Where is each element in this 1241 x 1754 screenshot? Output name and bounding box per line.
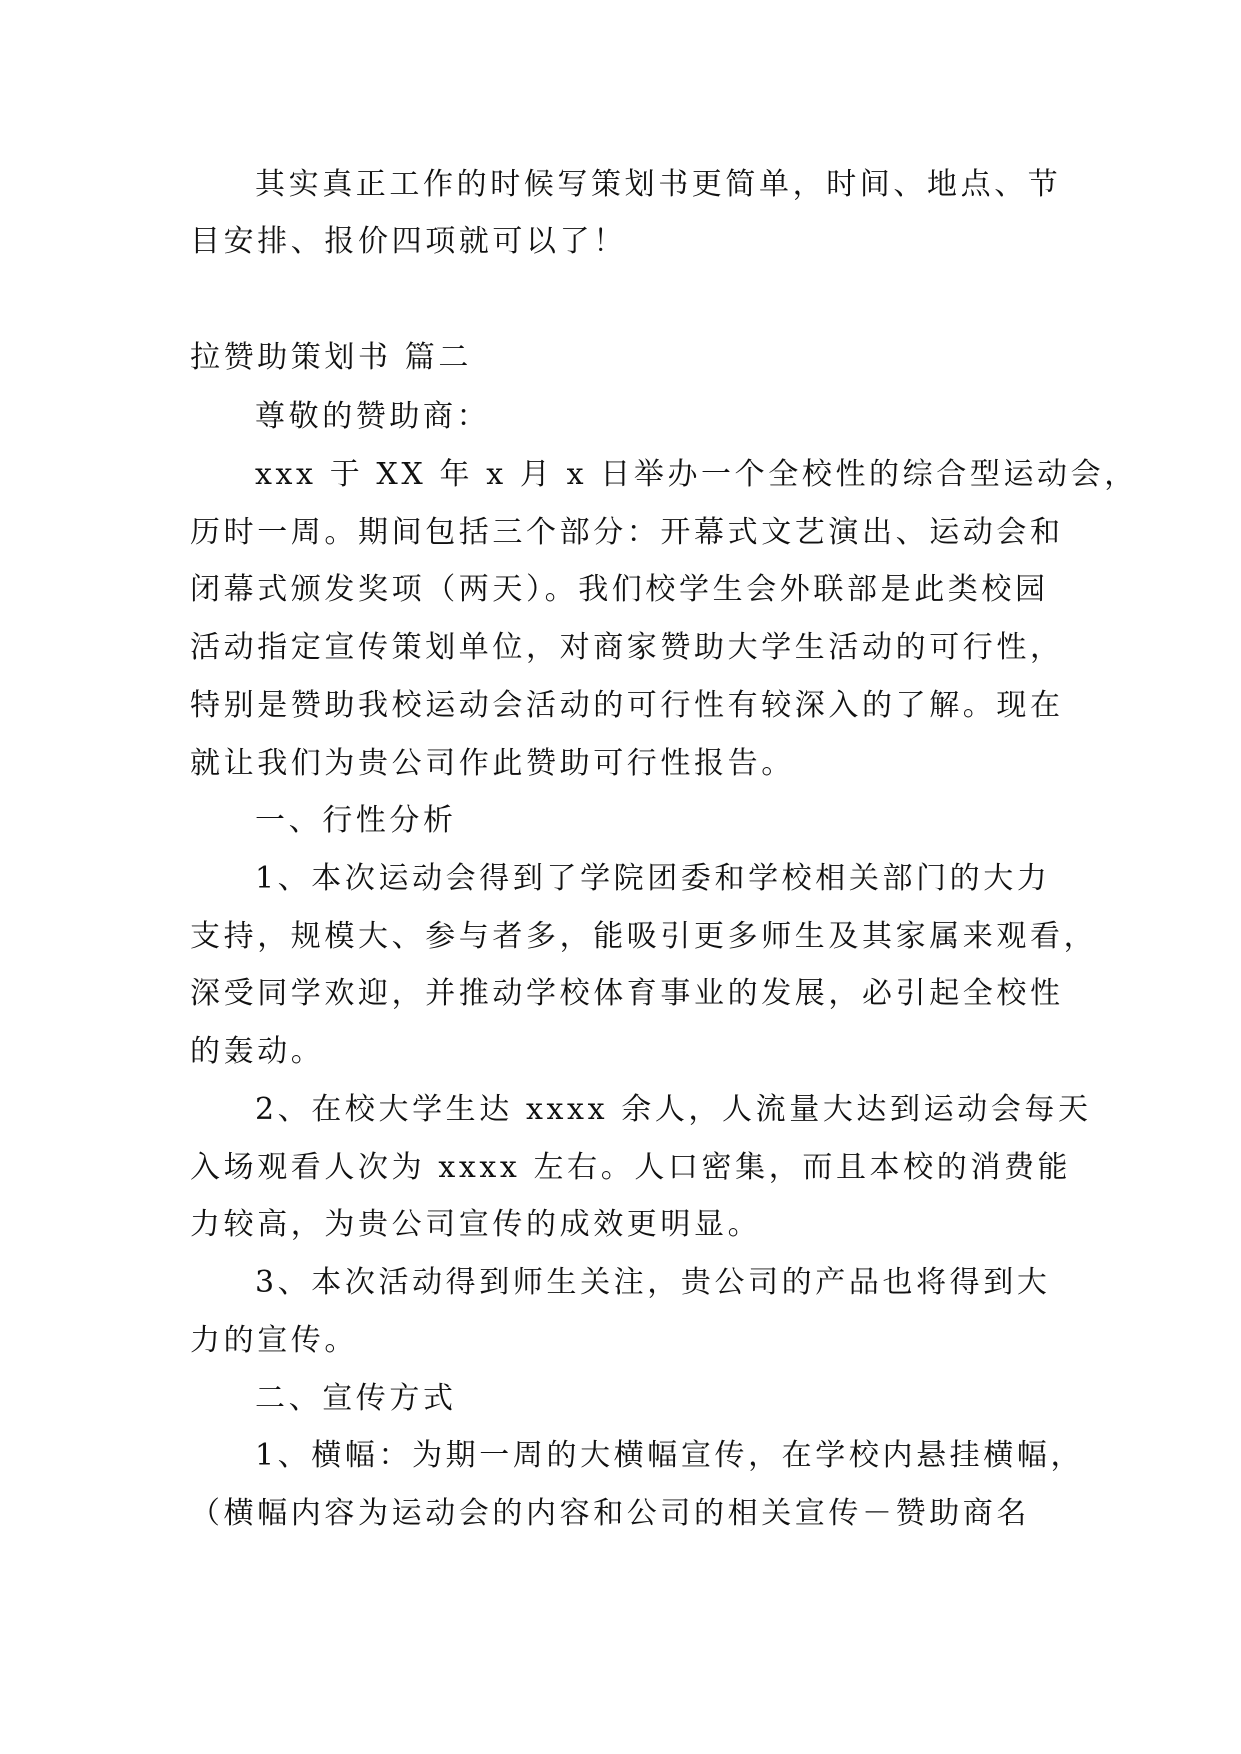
paragraph-line: 就让我们为贵公司作此赞助可行性报告。 (190, 746, 795, 781)
section-heading: 拉赞助策划书 篇二 (190, 340, 472, 375)
paragraph-line: 特别是赞助我校运动会活动的可行性有较深入的了解。现在 (190, 688, 1064, 723)
paragraph-line: 其实真正工作的时候写策划书更简单，时间、地点、节 (255, 167, 1062, 202)
paragraph-line: 1、横幅：为期一周的大横幅宣传，在学校内悬挂横幅， (255, 1438, 1085, 1473)
paragraph-line: 活动指定宣传策划单位，对商家赞助大学生活动的可行性， (190, 630, 1064, 665)
paragraph-line: 力较高，为贵公司宣传的成效更明显。 (190, 1207, 762, 1242)
paragraph-line: 的轰动。 (190, 1034, 325, 1069)
paragraph-line: 历时一周。期间包括三个部分：开幕式文艺演出、运动会和 (190, 515, 1064, 550)
paragraph-line: 2、在校大学生达 xxxx 余人，人流量大达到运动会每天 (255, 1092, 1092, 1127)
paragraph-line: xxx 于 XX 年 x 月 x 日举办一个全校性的综合型运动会， (255, 457, 1138, 492)
paragraph-line: 3、本次活动得到师生关注，贵公司的产品也将得到大 (255, 1265, 1051, 1300)
paragraph-line: 入场观看人次为 xxxx 左右。人口密集，而且本校的消费能 (190, 1150, 1072, 1185)
paragraph-line: 闭幕式颁发奖项（两天）。我们校学生会外联部是此类校园 (190, 572, 1049, 607)
paragraph-line: 目安排、报价四项就可以了！ (190, 224, 627, 259)
paragraph-line: 支持，规模大、参与者多，能吸引更多师生及其家属来观看， (190, 919, 1098, 954)
subheading: 二、宣传方式 (255, 1381, 457, 1416)
subheading: 一、行性分析 (255, 803, 457, 838)
paragraph-line: 力的宣传。 (190, 1323, 358, 1358)
paragraph-line: （横幅内容为运动会的内容和公司的相关宣传－赞助商名 (190, 1496, 1030, 1531)
paragraph-line: 深受同学欢迎，并推动学校体育事业的发展，必引起全校性 (190, 976, 1064, 1011)
paragraph-line: 1、本次运动会得到了学院团委和学校相关部门的大力 (255, 861, 1051, 896)
salutation: 尊敬的赞助商： (255, 399, 491, 434)
